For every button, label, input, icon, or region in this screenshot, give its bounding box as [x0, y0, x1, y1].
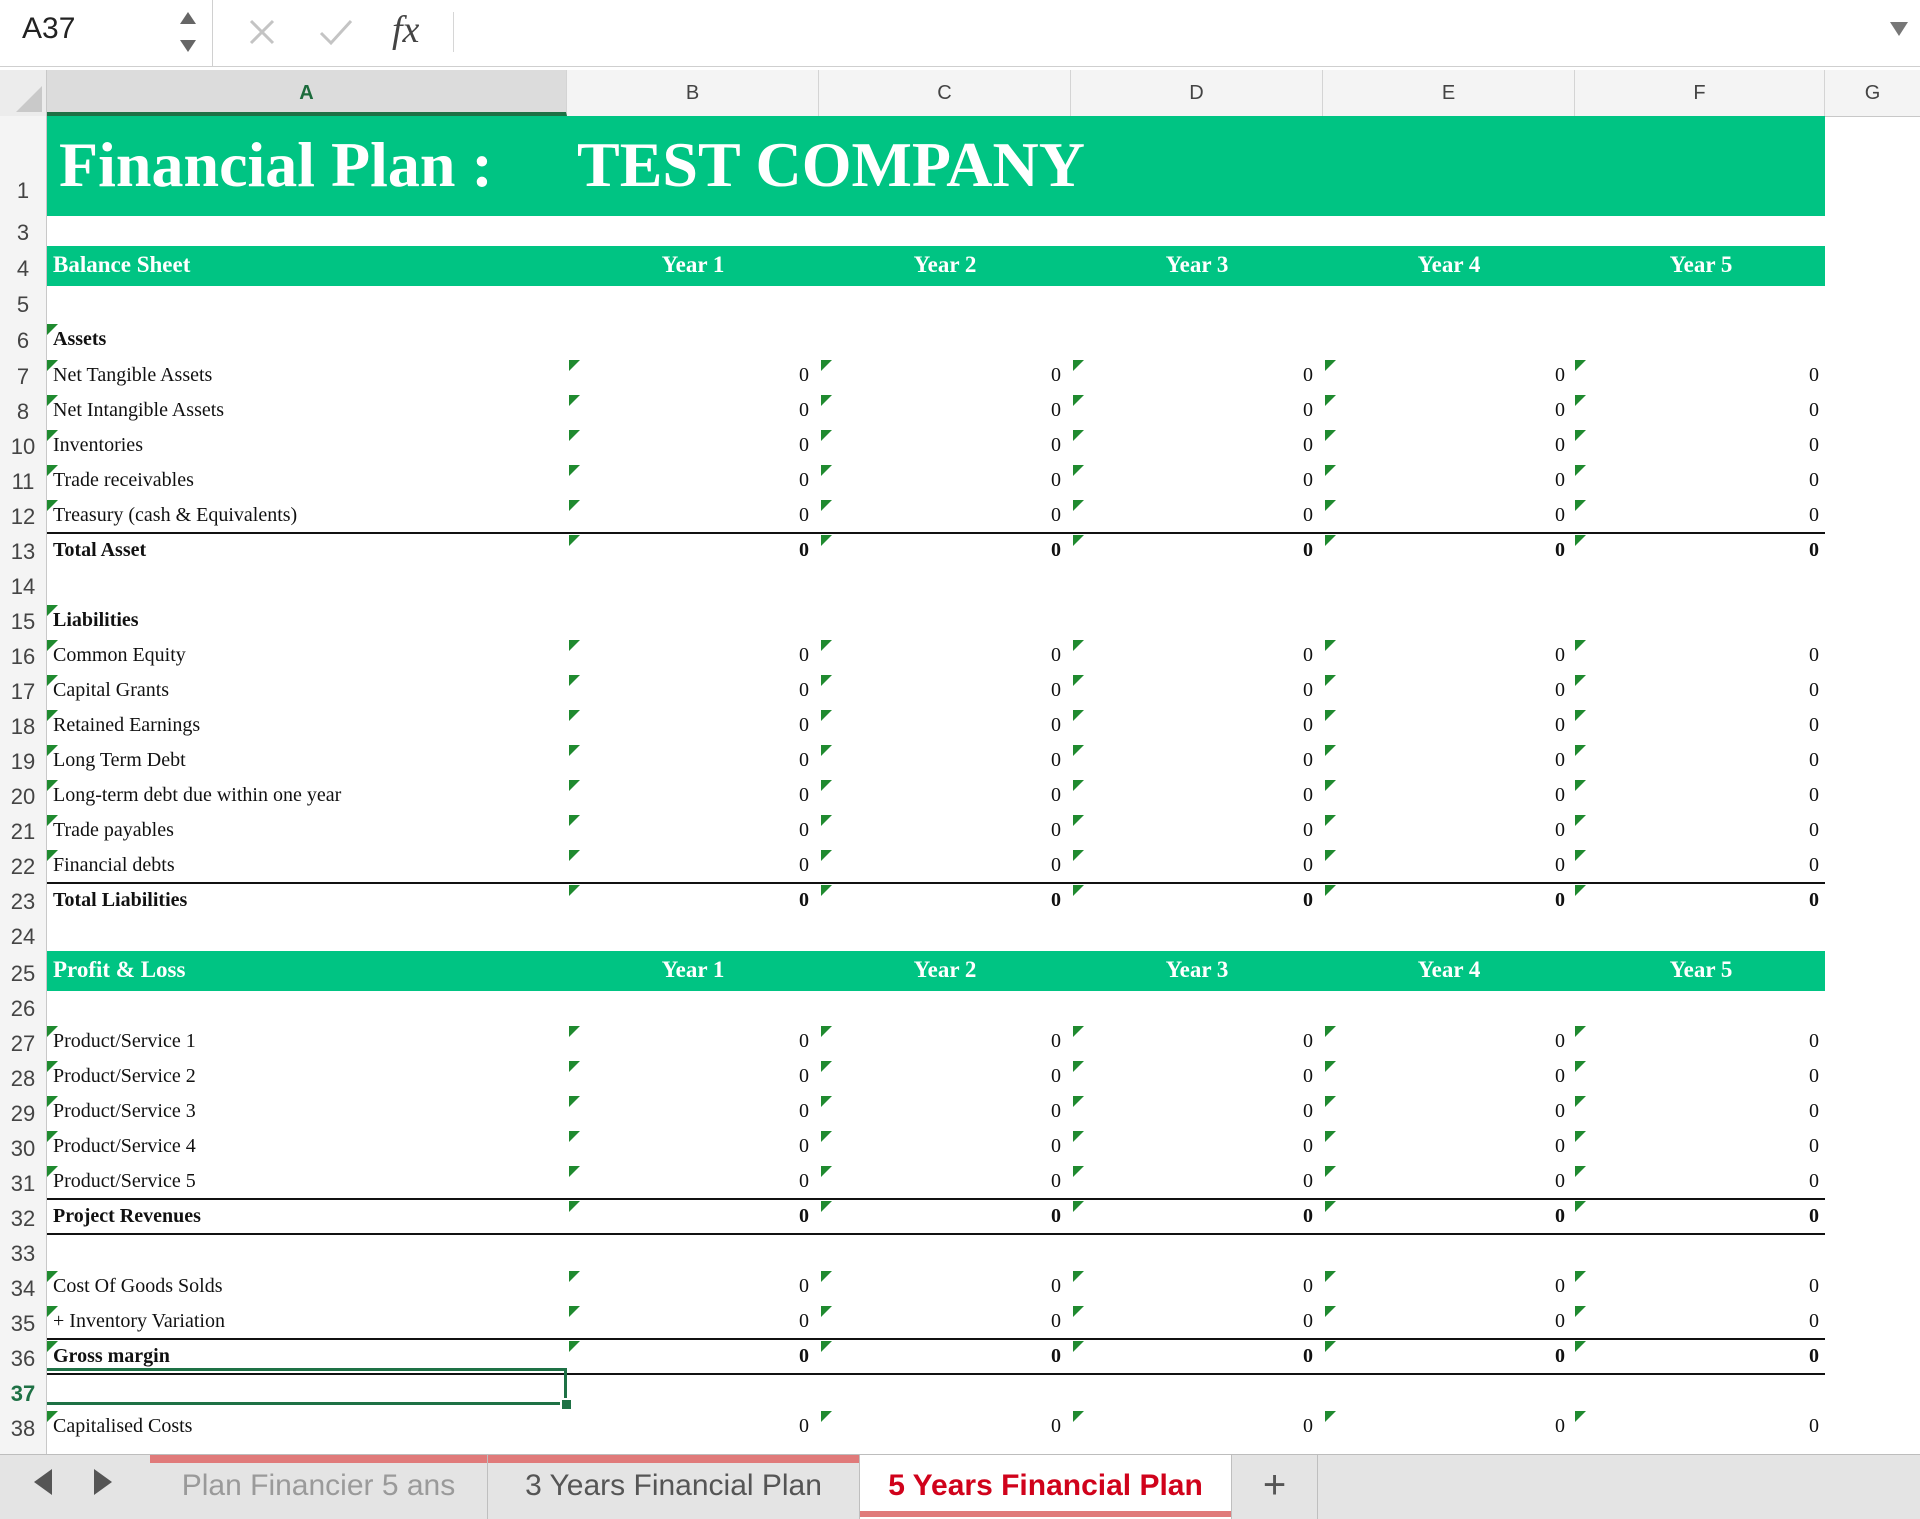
- cell-value: 0: [1303, 1205, 1313, 1227]
- year-header: Year 1: [661, 252, 725, 277]
- row-label: Product/Service 1: [53, 1030, 196, 1052]
- year-header: Year 3: [1165, 252, 1229, 277]
- cell-value: 0: [1303, 749, 1313, 771]
- row-header[interactable]: 27: [10, 1031, 36, 1056]
- cell-value: 0: [1555, 1205, 1565, 1227]
- row-header[interactable]: 15: [10, 609, 36, 634]
- total-row[interactable]: [47, 535, 1825, 570]
- formula-input[interactable]: [470, 12, 1870, 52]
- cell-value: 0: [1809, 1170, 1819, 1192]
- cell-value: 0: [1303, 679, 1313, 701]
- row-header[interactable]: 8: [16, 399, 30, 424]
- column-header-b[interactable]: B: [567, 70, 819, 116]
- cell-value: 0: [1809, 1275, 1819, 1297]
- cell-value: 0: [1809, 1415, 1819, 1437]
- table-row[interactable]: [47, 1271, 1825, 1306]
- row-header[interactable]: 5: [16, 292, 30, 317]
- cell-value: 0: [799, 784, 809, 806]
- cell-value: 0: [1303, 819, 1313, 841]
- formula-bar: [0, 0, 1920, 67]
- row-label: Trade payables: [53, 819, 174, 841]
- cell-value: 0: [799, 364, 809, 386]
- cell-value: 0: [799, 1100, 809, 1122]
- row-header[interactable]: 19: [10, 749, 36, 774]
- cell-value: 0: [1555, 1135, 1565, 1157]
- row-label: + Inventory Variation: [53, 1310, 225, 1332]
- cell-value: 0: [1809, 1205, 1819, 1227]
- cell-value: 0: [1555, 364, 1565, 386]
- cell-value: 0: [1809, 819, 1819, 841]
- total-row[interactable]: [47, 1201, 1825, 1236]
- row-label: Net Intangible Assets: [53, 399, 225, 421]
- row-label: Capitalised Costs: [53, 1415, 193, 1437]
- table-row[interactable]: [47, 1306, 1825, 1341]
- cell-value: 0: [1303, 469, 1313, 491]
- row-header[interactable]: 7: [16, 364, 30, 389]
- cell-value: 0: [799, 1135, 809, 1157]
- cell-value: 0: [1809, 714, 1819, 736]
- cell-value: 0: [1809, 434, 1819, 456]
- table-row[interactable]: [47, 430, 1825, 465]
- column-header-d[interactable]: D: [1071, 70, 1323, 116]
- tab-color-bar: [860, 1511, 1231, 1517]
- cell-value: 0: [1051, 434, 1061, 456]
- cell-value: 0: [1051, 1345, 1061, 1367]
- cell-value: 0: [1051, 1100, 1061, 1122]
- chevron-down-icon[interactable]: [1890, 22, 1908, 36]
- cell-value: 0: [1809, 1310, 1819, 1332]
- tab-label: 5 Years Financial Plan: [888, 1469, 1203, 1502]
- year-header: Year 1: [661, 957, 725, 982]
- table-row[interactable]: [47, 395, 1825, 430]
- cell-value: 0: [1809, 784, 1819, 806]
- row-header[interactable]: 13: [10, 539, 36, 564]
- cell-value: 0: [1555, 1170, 1565, 1192]
- cell-value: 0: [799, 679, 809, 701]
- row-header[interactable]: 18: [10, 714, 36, 739]
- cell-value: 0: [799, 644, 809, 666]
- cell-value: 0: [1303, 504, 1313, 526]
- title-label: Financial Plan :: [59, 129, 493, 200]
- checkmark-icon[interactable]: [314, 12, 358, 52]
- cell-value: 0: [1809, 1135, 1819, 1157]
- table-row[interactable]: [47, 745, 1825, 780]
- row-label: Capital Grants: [53, 679, 170, 701]
- cell-value: 0: [1303, 1030, 1313, 1052]
- row-label: Gross margin: [53, 1345, 170, 1367]
- cell-value: 0: [1555, 399, 1565, 421]
- name-box[interactable]: [0, 0, 210, 66]
- cell-value: 0: [1809, 854, 1819, 876]
- cell-value: 0: [799, 1345, 809, 1367]
- cell-value: 0: [1051, 679, 1061, 701]
- cell-value: 0: [1303, 854, 1313, 876]
- section-title: Balance Sheet: [53, 252, 191, 277]
- cell-value: 0: [799, 1030, 809, 1052]
- row-header[interactable]: 31: [10, 1171, 36, 1196]
- cell-value: 0: [1809, 889, 1819, 911]
- row-header[interactable]: 12: [10, 504, 36, 529]
- cell-value: 0: [1051, 1135, 1061, 1157]
- close-icon[interactable]: [242, 12, 282, 52]
- column-header-f[interactable]: F: [1575, 70, 1825, 116]
- cell-value: 0: [1303, 539, 1313, 561]
- tab-5-years-financial-plan[interactable]: [860, 1455, 1232, 1519]
- row-header[interactable]: 24: [10, 924, 36, 949]
- cell-value: 0: [1303, 1065, 1313, 1087]
- row-header[interactable]: 38: [10, 1416, 36, 1441]
- year-header: Year 4: [1417, 957, 1481, 982]
- table-row[interactable]: [47, 324, 1825, 359]
- row-label: Financial debts: [53, 854, 175, 876]
- cell-value: 0: [1303, 1310, 1313, 1332]
- row-header[interactable]: 21: [10, 819, 36, 844]
- year-header: Year 4: [1417, 252, 1481, 277]
- year-header: Year 2: [913, 957, 977, 982]
- cell-value: 0: [799, 749, 809, 771]
- company-name: TEST COMPANY: [577, 129, 1085, 200]
- cell-value: 0: [1051, 1065, 1061, 1087]
- row-header[interactable]: 28: [10, 1066, 36, 1091]
- table-row[interactable]: [47, 360, 1825, 395]
- cell-value: 0: [1555, 1345, 1565, 1367]
- cell-value: 0: [799, 504, 809, 526]
- column-header-g[interactable]: G: [1864, 82, 1881, 104]
- cell-value: 0: [1555, 504, 1565, 526]
- cell-value: 0: [1555, 1065, 1565, 1087]
- cell-value: 0: [799, 539, 809, 561]
- row-header[interactable]: 36: [10, 1346, 36, 1371]
- row-label: Common Equity: [53, 644, 186, 666]
- table-row[interactable]: [47, 1026, 1825, 1061]
- cell-value: 0: [1555, 679, 1565, 701]
- cell-value: 0: [1303, 714, 1313, 736]
- cell-value: 0: [799, 1065, 809, 1087]
- cell-value: 0: [1051, 644, 1061, 666]
- table-row[interactable]: [47, 1411, 1825, 1446]
- row-header[interactable]: 17: [10, 679, 36, 704]
- select-all-button[interactable]: [0, 70, 47, 116]
- row-label: Product/Service 2: [53, 1065, 196, 1087]
- cell-value: 0: [1555, 889, 1565, 911]
- section-title: Profit & Loss: [53, 957, 186, 982]
- total-row[interactable]: [47, 885, 1825, 920]
- row-header[interactable]: 4: [16, 256, 30, 281]
- row-header[interactable]: 20: [10, 784, 36, 809]
- section-heading: Liabilities: [53, 609, 139, 631]
- column-header-e[interactable]: E: [1323, 70, 1575, 116]
- cell-value: 0: [1051, 784, 1061, 806]
- table-row[interactable]: [47, 1166, 1825, 1201]
- year-header: Year 3: [1165, 957, 1229, 982]
- row-header[interactable]: 29: [10, 1101, 36, 1126]
- cell-value: 0: [799, 1205, 809, 1227]
- total-border: [47, 532, 1825, 534]
- table-row[interactable]: [47, 815, 1825, 850]
- cell-value: 0: [1555, 539, 1565, 561]
- row-header[interactable]: 10: [10, 434, 36, 459]
- table-row[interactable]: [47, 850, 1825, 885]
- total-border: [47, 1233, 1825, 1235]
- cell-value: 0: [799, 819, 809, 841]
- row-header[interactable]: 33: [10, 1241, 36, 1266]
- profit-loss-header[interactable]: [47, 951, 1825, 991]
- cell-value: 0: [799, 1310, 809, 1332]
- cell-value: 0: [1555, 784, 1565, 806]
- cell-value: 0: [1051, 854, 1061, 876]
- row-label: Product/Service 5: [53, 1170, 196, 1192]
- row-header[interactable]: 6: [16, 328, 30, 353]
- row-label: Cost Of Goods Solds: [53, 1275, 223, 1297]
- cell-value: 0: [1051, 1275, 1061, 1297]
- cell-value: 0: [799, 854, 809, 876]
- cell-value: 0: [1051, 469, 1061, 491]
- cell-value: 0: [1051, 1170, 1061, 1192]
- cell-value: 0: [1555, 1310, 1565, 1332]
- cell-value: 0: [1809, 399, 1819, 421]
- table-row[interactable]: [47, 1061, 1825, 1096]
- year-header: Year 5: [1669, 252, 1733, 277]
- tab-label: 3 Years Financial Plan: [525, 1469, 822, 1502]
- row-label: Inventories: [53, 434, 143, 456]
- cell-value: 0: [1555, 714, 1565, 736]
- cell-value: 0: [1555, 1100, 1565, 1122]
- year-header: Year 2: [913, 252, 977, 277]
- name-box-value[interactable]: A37: [22, 12, 76, 45]
- table-row[interactable]: [47, 640, 1825, 675]
- cell-value: 0: [1051, 399, 1061, 421]
- sheet-grid[interactable]: [47, 116, 1920, 1454]
- cell-value: 0: [1809, 1065, 1819, 1087]
- row-header[interactable]: 32: [10, 1206, 36, 1231]
- row-header[interactable]: 22: [10, 854, 36, 879]
- cell-value: 0: [1809, 679, 1819, 701]
- row-header[interactable]: 14: [10, 574, 36, 599]
- table-row[interactable]: [47, 500, 1825, 535]
- cell-value: 0: [799, 434, 809, 456]
- total-border: [47, 1198, 1825, 1200]
- row-label: Treasury (cash & Equivalents): [53, 504, 298, 526]
- table-row[interactable]: [47, 780, 1825, 815]
- cell-value: 0: [1809, 1100, 1819, 1122]
- row-header[interactable]: 23: [10, 889, 36, 914]
- year-header: Year 5: [1669, 957, 1733, 982]
- table-row[interactable]: [47, 710, 1825, 745]
- row-label: Product/Service 4: [53, 1135, 196, 1157]
- name-box-stepper-icon[interactable]: [176, 6, 200, 58]
- cell-value: 0: [1051, 1415, 1061, 1437]
- cell-value: 0: [799, 889, 809, 911]
- cell-value: 0: [1555, 854, 1565, 876]
- cell-value: 0: [799, 714, 809, 736]
- row-header[interactable]: 30: [10, 1136, 36, 1161]
- cell-value: 0: [1555, 644, 1565, 666]
- cell-value: 0: [1303, 1170, 1313, 1192]
- row-label: Project Revenues: [53, 1205, 201, 1227]
- row-label: Total Liabilities: [53, 889, 188, 911]
- cell-value: 0: [1303, 1415, 1313, 1437]
- cell-value: 0: [1555, 434, 1565, 456]
- tab-3-years-financial-plan[interactable]: [488, 1455, 860, 1519]
- cell-value: 0: [1051, 889, 1061, 911]
- column-header-c[interactable]: C: [819, 70, 1071, 116]
- cell-value: 0: [1555, 1415, 1565, 1437]
- total-border: [47, 882, 1825, 884]
- row-label: Retained Earnings: [53, 714, 201, 736]
- total-border: [47, 1338, 1825, 1340]
- sheet-tab-bar: [0, 1454, 1920, 1519]
- cell-value: 0: [1051, 819, 1061, 841]
- cell-value: 0: [1809, 469, 1819, 491]
- cell-value: 0: [1051, 1205, 1061, 1227]
- function-icon[interactable]: fx: [392, 9, 420, 51]
- cell-value: 0: [1051, 504, 1061, 526]
- title-banner[interactable]: [47, 116, 1825, 216]
- scroll-left-icon[interactable]: [34, 1469, 52, 1495]
- cell-value: 0: [799, 1275, 809, 1297]
- cell-value: 0: [1303, 399, 1313, 421]
- formula-bar-divider: [212, 0, 213, 66]
- tab-color-bar: [488, 1455, 859, 1463]
- cell-value: 0: [1303, 434, 1313, 456]
- row-label: Long Term Debt: [53, 749, 186, 771]
- cell-value: 0: [1051, 714, 1061, 736]
- cell-value: 0: [799, 1415, 809, 1437]
- tab-plan-financier-5-ans[interactable]: [150, 1455, 488, 1519]
- cell-value: 0: [1303, 364, 1313, 386]
- table-row[interactable]: [47, 465, 1825, 500]
- row-header[interactable]: 25: [10, 961, 36, 986]
- cell-value: 0: [799, 1170, 809, 1192]
- row-header[interactable]: 3: [16, 220, 30, 245]
- column-headers: [0, 70, 1920, 117]
- row-label: Trade receivables: [53, 469, 194, 491]
- cell-value: 0: [1555, 1030, 1565, 1052]
- row-header[interactable]: 35: [10, 1311, 36, 1336]
- section-heading: Assets: [53, 328, 107, 350]
- row-label: Total Asset: [53, 539, 147, 561]
- cell-value: 0: [1051, 364, 1061, 386]
- cell-value: 0: [1303, 644, 1313, 666]
- cell-value: 0: [1809, 644, 1819, 666]
- cell-value: 0: [1809, 504, 1819, 526]
- cell-value: 0: [799, 399, 809, 421]
- cell-value: 0: [1555, 819, 1565, 841]
- cell-value: 0: [799, 469, 809, 491]
- cell-value: 0: [1809, 749, 1819, 771]
- row-label: Long-term debt due within one year: [53, 784, 342, 806]
- row-header[interactable]: 26: [10, 996, 36, 1021]
- row-header-active[interactable]: 37: [10, 1381, 36, 1406]
- cell-value: 0: [1051, 749, 1061, 771]
- cell-value: 0: [1303, 1345, 1313, 1367]
- table-row[interactable]: [47, 1096, 1825, 1131]
- cell-value: 0: [1303, 1135, 1313, 1157]
- row-headers: [0, 116, 47, 1454]
- cell-value: 0: [1303, 1100, 1313, 1122]
- row-header[interactable]: 1: [16, 178, 30, 203]
- cell-value: 0: [1303, 1275, 1313, 1297]
- cell-value: 0: [1809, 1030, 1819, 1052]
- scroll-right-icon[interactable]: [94, 1469, 112, 1495]
- table-row[interactable]: [47, 605, 1825, 640]
- row-header[interactable]: 34: [10, 1276, 36, 1301]
- cell-value: 0: [1809, 539, 1819, 561]
- column-header-a[interactable]: A: [47, 70, 567, 116]
- formula-bar-divider: [453, 12, 454, 52]
- balance-sheet-header[interactable]: [47, 246, 1825, 286]
- cell-value: 0: [1809, 1345, 1819, 1367]
- cell-value: 0: [1051, 1310, 1061, 1332]
- row-label: Net Tangible Assets: [53, 364, 213, 386]
- selected-cell[interactable]: [47, 1368, 567, 1405]
- tab-label: Plan Financier 5 ans: [181, 1469, 456, 1502]
- tab-color-bar: [150, 1455, 487, 1463]
- cell-value: 0: [1303, 889, 1313, 911]
- row-header[interactable]: 16: [10, 644, 36, 669]
- cell-value: 0: [1555, 1275, 1565, 1297]
- cell-value: 0: [1555, 469, 1565, 491]
- add-sheet-button[interactable]: +: [1232, 1455, 1318, 1519]
- cell-value: 0: [1051, 539, 1061, 561]
- fill-handle[interactable]: [560, 1398, 573, 1411]
- cell-value: 0: [1303, 784, 1313, 806]
- row-label: Product/Service 3: [53, 1100, 196, 1122]
- row-header[interactable]: 11: [11, 469, 35, 494]
- cell-value: 0: [1555, 749, 1565, 771]
- table-row[interactable]: [47, 1131, 1825, 1166]
- cell-value: 0: [1051, 1030, 1061, 1052]
- table-row[interactable]: [47, 675, 1825, 710]
- cell-value: 0: [1809, 364, 1819, 386]
